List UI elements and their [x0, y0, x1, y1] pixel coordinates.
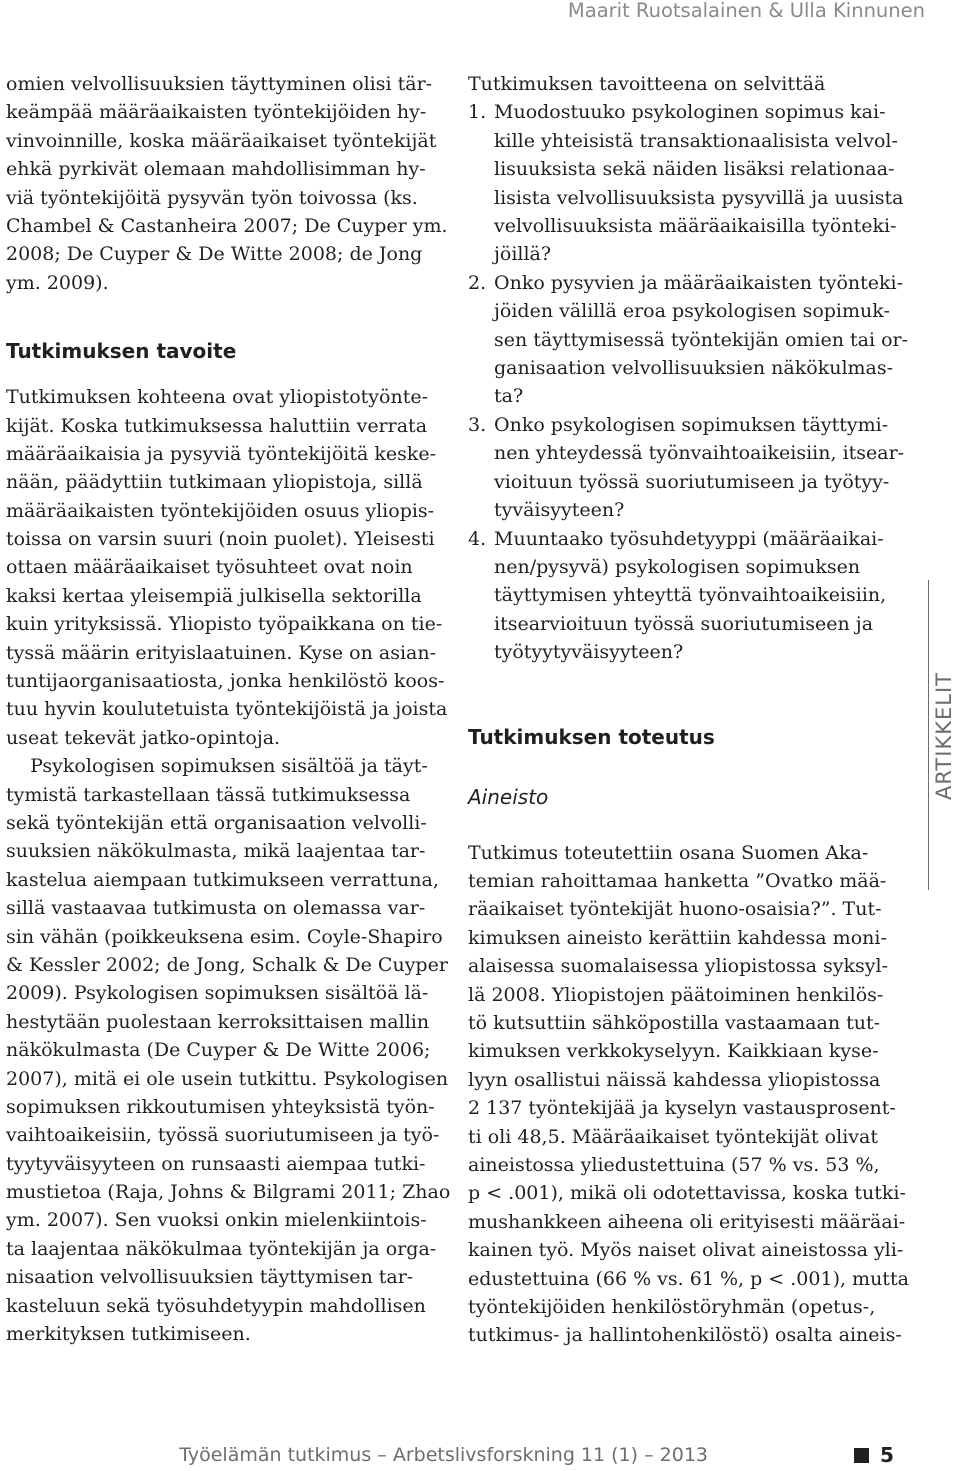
text-line: viä työntekijöitä pysyvän työn toivossa (ks. — [6, 186, 418, 209]
text-line: omien velvollisuuksien täyttyminen olisi tär- — [6, 73, 433, 95]
question-text: jöillä? — [494, 243, 552, 266]
paragraph-1 — [6, 70, 448, 297]
text-line: määräaikaisten työntekijöiden osuus yliopis- — [6, 499, 435, 522]
question-line — [468, 382, 898, 410]
question-line — [468, 184, 904, 212]
text-line: näkökulmasta (De Cuyper & De Witte 2006; — [6, 1039, 431, 1062]
paragraph-4 — [468, 839, 909, 1350]
text-line: tö kutsuttiin sähköpostilla vastaamaan tut- — [468, 1011, 881, 1034]
text-line: lyyn osallistui näissä kahdessa yliopistossa — [468, 1068, 881, 1091]
paragraph-3 — [6, 752, 451, 1348]
text-line: vaihtoaikeisiin, työssä suoriutumiseen ja työ- — [6, 1124, 440, 1147]
question-text: täyttymisen yhteyttä työnvaihtoaikeisiin, — [494, 584, 887, 607]
question-line — [468, 212, 898, 240]
question-text: vioituun työssä suoriutumiseen ja työtyy- — [494, 470, 890, 493]
text-line: sin vähän (poikkeuksena esim. Coyle-Shapiro — [6, 925, 443, 948]
text-line: & Kessler 2002; de Jong, Schalk & De Cuyper — [6, 953, 448, 976]
text-line: mushankkeen aiheena oli erityisesti määräai- — [468, 1210, 906, 1233]
text-line: ti oli 48,5. Määräaikaiset työntekijät olivat — [468, 1125, 878, 1148]
text-line: Psykologisen sopimuksen sisältöä ja täyt- — [6, 755, 428, 778]
question-text: Onko pysyvien ja määräaikaisten työnteki- — [494, 271, 904, 294]
text-line: kastelua aiempaan tutkimukseen verrattuna, — [6, 868, 439, 891]
text-line: kaksi kertaa yleisempiä julkisella sektorilla — [6, 584, 422, 607]
text-line: lä 2008. Yliopistojen päätoiminen henkilös- — [468, 983, 884, 1006]
text-line: tymistä tarkastellaan tässä tutkimuksessa — [6, 783, 411, 806]
question-line — [468, 354, 898, 382]
subsection-heading-aineisto: Aineisto — [468, 784, 549, 809]
text-line: 2008; De Cuyper & De Witte 2008; de Jong — [6, 243, 423, 266]
question-number: 4. — [468, 527, 487, 550]
text-line: ta laajentaa näkökulmaa työntekijän ja orga- — [6, 1237, 437, 1260]
text-line: kainen työ. Myös naiset olivat aineistossa yli- — [468, 1239, 904, 1262]
text-line: sopimuksen rikkoutumisen yhteyksistä työn- — [6, 1095, 435, 1118]
question-text: Onko psykologisen sopimuksen täyttymi- — [494, 413, 889, 436]
text-line: merkityksen tutkimiseen. — [6, 1323, 251, 1346]
question-line — [468, 581, 898, 609]
text-line: useat tekevät jatko-opintoja. — [6, 726, 281, 749]
section-heading-tavoite: Tutkimuksen tavoite — [6, 339, 237, 364]
question-text: Muodostuuko psykologinen sopimus kai- — [494, 101, 886, 124]
question-line — [468, 127, 898, 155]
question-text: työtyytyväisyyteen? — [494, 641, 684, 664]
question-text: lisuuksista sekä näiden lisäksi relationaa- — [494, 158, 895, 181]
question-line — [468, 411, 898, 439]
text-line: ottaen määräaikaiset työsuhteet ovat noin — [6, 556, 413, 579]
question-line — [468, 98, 898, 126]
side-tab-label: ARTIKKELIT — [932, 672, 956, 800]
question-list — [468, 98, 909, 666]
question-text: ganisaation velvollisuuksien näkökulmas- — [494, 357, 894, 380]
text-line: nään, päädyttiin tutkimaan yliopistoja, sillä — [6, 471, 423, 494]
text-line: tuntijaorganisaatiosta, jonka henkilöstö koos- — [6, 670, 445, 693]
text-line: p < .001), mikä oli odotettavissa, koska tutki- — [468, 1182, 906, 1205]
footer-square-icon — [854, 1448, 869, 1463]
text-line: nisaation velvollisuuksien täyttymisen tar- — [6, 1266, 414, 1289]
questions-intro: Tutkimuksen tavoitteena on selvittää — [468, 73, 826, 95]
section-heading-toteutus: Tutkimuksen toteutus — [468, 724, 715, 749]
question-text: sen täyttymisessä työntekijän omien tai or- — [494, 328, 909, 351]
question-number: 2. — [468, 271, 487, 294]
text-line: kijät. Koska tutkimuksessa haluttiin verrata — [6, 414, 428, 437]
question-item — [468, 98, 904, 268]
text-line: työntekijöiden henkilöstöryhmän (opetus-, — [468, 1296, 876, 1319]
question-text: lisista velvollisuuksista pysyvillä ja uusista — [494, 186, 904, 209]
question-text: nen yhteydessä työnvaihtoaikeisiin, itsear- — [494, 442, 905, 465]
text-line: sekä työntekijän että organisaation velvolli- — [6, 811, 427, 834]
question-line — [468, 240, 898, 268]
left-column — [6, 70, 451, 1348]
text-line: Chambel & Castanheira 2007; De Cuyper ym. — [6, 214, 448, 237]
text-line: Tutkimuksen kohteena ovat yliopistotyönte- — [6, 386, 428, 409]
question-line — [468, 468, 898, 496]
text-line: kimuksen verkkokyselyyn. Kaikkiaan kyse- — [468, 1040, 879, 1063]
question-line — [468, 297, 898, 325]
question-line — [468, 553, 898, 581]
text-line: keämpää määräaikaisten työntekijöiden hy- — [6, 101, 427, 124]
text-line: kimuksen aineisto kerättiin kahdessa moni- — [468, 926, 887, 949]
question-number: 1. — [468, 101, 487, 124]
question-line — [468, 326, 909, 354]
text-line: ehkä pyrkivät olemaan mahdollisimman hy- — [6, 158, 426, 181]
footer-journal: Työelämän tutkimus – Arbetslivsforskning 11 (1) – 2013 — [179, 1444, 708, 1466]
question-text: velvollisuuksista määräaikaisilla työnteki- — [494, 215, 897, 238]
text-line: vinvoinnille, koska määräaikaiset työntekijät — [6, 129, 437, 152]
paragraph-2 — [6, 383, 448, 752]
question-text: jöiden välillä eroa psykologisen sopimuk- — [494, 300, 890, 323]
text-line: suuksien näkökulmasta, mikä laajentaa tar- — [6, 840, 426, 863]
question-line — [468, 439, 905, 467]
text-line: sillä vastaavaa tutkimusta on olemassa var- — [6, 897, 426, 920]
question-line — [468, 525, 898, 553]
text-line: toissa on varsin suuri (noin puolet). Yleisesti — [6, 528, 435, 551]
question-text: tyväisyyteen? — [494, 499, 625, 522]
text-line: kuin yrityksissä. Yliopisto työpaikkana on tie- — [6, 613, 443, 636]
question-line — [468, 269, 904, 297]
text-line: tyssä määrin erityislaatuinen. Kyse on asian- — [6, 641, 437, 664]
text-line: mustietoa (Raja, Johns & Bilgrami 2011; Zhao — [6, 1181, 451, 1204]
question-text: itsearvioituun työssä suoriutumiseen ja — [494, 612, 874, 635]
question-line — [468, 496, 898, 524]
text-line: Tutkimus toteutettiin osana Suomen Aka- — [468, 841, 869, 864]
question-item — [468, 269, 909, 411]
text-line: 2007), mitä ei ole usein tutkittu. Psykologisen — [6, 1067, 449, 1090]
text-line: ym. 2007). Sen vuoksi onkin mielenkiintois- — [6, 1209, 427, 1232]
question-item — [468, 411, 905, 525]
text-line: kasteluun sekä työsuhdetyypin mahdollisen — [6, 1294, 426, 1317]
text-line: 2009). Psykologisen sopimuksen sisältöä lä- — [6, 982, 429, 1005]
question-number: 3. — [468, 413, 487, 436]
text-line: alaisessa suomalaisessa yliopistossa syksyl- — [468, 955, 889, 978]
text-line: räaikaiset työntekijät huono-osaisia?”. Tut- — [468, 898, 882, 921]
text-line: 2 137 työntekijää ja kyselyn vastausprosent- — [468, 1097, 896, 1120]
text-line: tuu hyvin koulutetuista työntekijöistä ja joista — [6, 698, 448, 721]
question-text: ta? — [494, 385, 524, 408]
running-head-authors: Maarit Ruotsalainen & Ulla Kinnunen — [567, 0, 925, 22]
text-line: hestytään puolestaan kerroksittaisen mallin — [6, 1010, 430, 1033]
text-line: tyytyväisyyteen on runsaasti aiempaa tutki- — [6, 1152, 426, 1175]
page-number: 5 — [880, 1443, 894, 1467]
question-line — [468, 610, 898, 638]
question-text: kille yhteisistä transaktionaalisista velvol- — [494, 129, 898, 152]
question-item — [468, 525, 898, 667]
text-line: aineistossa yliedustettuina (57 % vs. 53 %, — [468, 1154, 880, 1176]
question-text: Muuntaako työsuhdetyyppi (määräaikai- — [494, 527, 884, 550]
text-line: edustettuina (66 % vs. 61 %, p < .001), mutta — [468, 1267, 909, 1290]
text-line: ym. 2009). — [6, 271, 109, 294]
question-line — [468, 155, 898, 183]
right-column — [468, 70, 909, 1350]
question-text: nen/pysyvä) psykologisen sopimuksen — [494, 555, 861, 578]
text-line: määräaikaisia ja pysyviä työntekijöitä keske- — [6, 442, 437, 465]
text-line: tutkimus- ja hallintohenkilöstö) osalta aineis- — [468, 1324, 902, 1347]
text-line: temian rahoittamaa hanketta ”Ovatko mää- — [468, 869, 887, 892]
question-line — [468, 638, 898, 666]
